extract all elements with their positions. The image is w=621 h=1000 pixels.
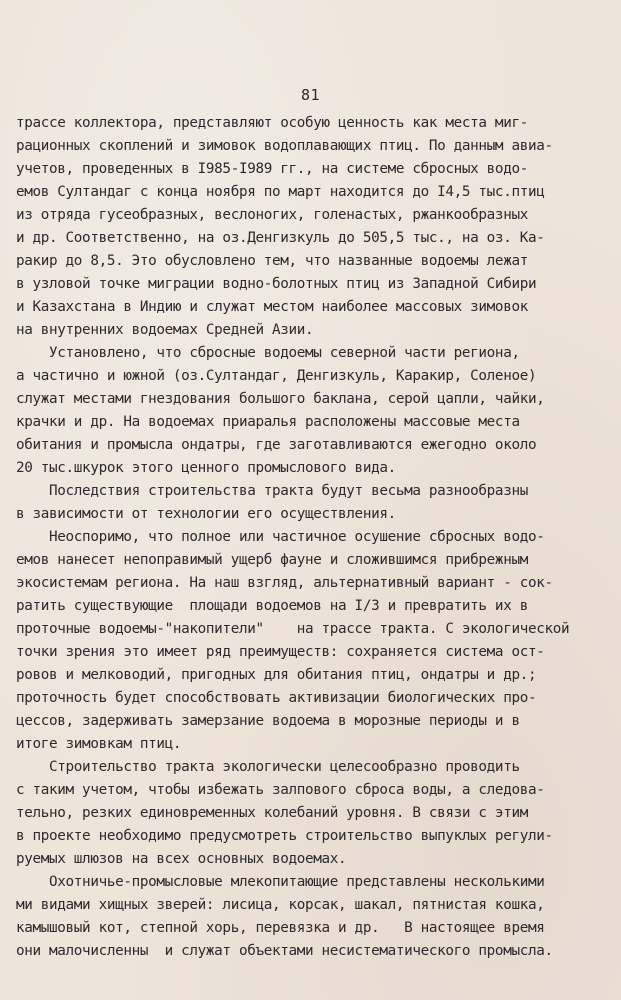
- text-line: и др. Соответственно, на оз.Денгизкуль до 505,5 тыс., на оз. Ка-: [16, 230, 545, 246]
- paragraph-start-line: Строительство тракта экологически целесообразно проводить: [16, 759, 520, 775]
- paragraph-start-line: Охотничье-промысловые млекопитающие представлены несколькими: [16, 874, 545, 890]
- text-line: емов Султандаг с конца ноября по март находится до I4,5 тыс.птиц: [16, 184, 545, 200]
- paragraph-start-line: Последствия строительства тракта будут весьма разнообразны: [16, 483, 528, 499]
- text-line: а частично и южной (оз.Султандаг, Денгизкуль, Каракир, Соленое): [16, 368, 537, 384]
- text-line: камышовый кот, степной хорь, перевязка и др. В настоящее время: [16, 920, 545, 936]
- text-line: экосистемам региона. На наш взгляд, альтернативный вариант - сок-: [16, 575, 553, 591]
- text-line: 20 тыс.шкурок этого ценного промыслового вида.: [16, 460, 396, 476]
- text-line: ми видами хищных зверей: лисица, корсак, шакал, пятнистая кошка,: [16, 897, 545, 913]
- text-line: в узловой точке миграции водно-болотных птиц из Западной Сибири: [16, 276, 537, 292]
- text-line: с таким учетом, чтобы избежать залпового сброса воды, а следова-: [16, 782, 545, 798]
- text-line: служат местами гнездования большого баклана, серой цапли, чайки,: [16, 391, 545, 407]
- text-line: проточность будет способствовать активизации биологических про-: [16, 690, 537, 706]
- text-line: ратить существующие площади водоемов на I/3 и превратить их в: [16, 598, 528, 614]
- text-line: крачки и др. На водоемах приаралья расположены массовые места: [16, 414, 520, 430]
- text-line: тельно, резких единовременных колебаний уровня. В связи с этим: [16, 805, 528, 821]
- paragraph-start-line: Неоспоримо, что полное или частичное осушение сбросных водо-: [16, 529, 545, 545]
- text-line: итоге зимовкам птиц.: [16, 736, 182, 752]
- text-line: учетов, проведенных в I985-I989 гг., на системе сбросных водо-: [16, 161, 528, 177]
- text-line: ровов и мелководий, пригодных для обитания птиц, ондатры и др.;: [16, 667, 537, 683]
- page-number: 81: [300, 86, 321, 104]
- text-line: цессов, задерживать замерзание водоема в морозные периоды и в: [16, 713, 520, 729]
- text-line: рационных скоплений и зимовок водоплавающих птиц. По данным авиа-: [16, 138, 553, 154]
- text-line: в проекте необходимо предусмотреть строительство выпуклых регули-: [16, 828, 553, 844]
- text-line: точки зрения это имеет ряд преимуществ: сохраняется система ост-: [16, 644, 545, 660]
- text-line: и Казахстана в Индию и служат местом наиболее массовых зимовок: [16, 299, 528, 315]
- text-line: ракир до 8,5. Это обусловлено тем, что названные водоемы лежат: [16, 253, 528, 269]
- text-line: емов нанесет непоправимый ущерб фауне и сложившимся прибрежным: [16, 552, 528, 568]
- text-line: они малочисленны и служат объектами несистематического промысла.: [16, 943, 553, 959]
- text-line: проточные водоемы-"накопители" на трассе тракта. С экологической: [16, 621, 570, 637]
- text-line: руемых шлюзов на всех основных водоемах.: [16, 851, 347, 867]
- text-line: на внутренних водоемах Средней Азии.: [16, 322, 314, 338]
- text-line: в зависимости от технологии его осуществления.: [16, 506, 396, 522]
- text-body: [16, 112, 612, 963]
- text-line: трассе коллектора, представляют особую ценность как места миг-: [16, 115, 528, 131]
- paragraph-start-line: Установлено, что сбросные водоемы северной части региона,: [16, 345, 520, 361]
- text-line: из отряда гусеобразных, веслоногих, голенастых, ржанкообразных: [16, 207, 528, 223]
- text-line: обитания и промысла ондатры, где заготавливаются ежегодно около: [16, 437, 537, 453]
